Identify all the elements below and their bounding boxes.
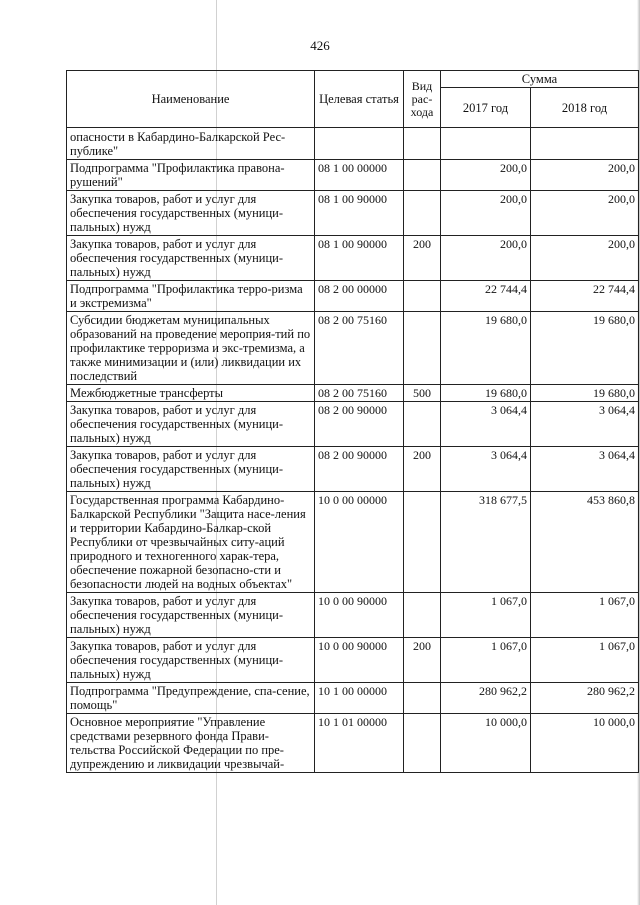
table-row [67, 160, 639, 191]
table-row [67, 312, 639, 385]
row-amount-2017: 200,0 [441, 236, 531, 281]
row-amount-2017: 19 680,0 [441, 312, 531, 385]
header-sum: Сумма [441, 71, 639, 88]
continuation-text: опасности в Кабардино-Балкарской Рес-публике" [67, 128, 315, 160]
row-name: Основное мероприятие "Управление средствами резервного фонда Прави-тельства Российской Федерации по пре-дупреждению и ликвидации чрезвычай- [67, 714, 315, 773]
row-amount-2018: 200,0 [531, 160, 639, 191]
row-amount-2017: 1 067,0 [441, 593, 531, 638]
row-amount-2018: 3 064,4 [531, 447, 639, 492]
row-name: Подпрограмма "Предупреждение, спа-сение, помощь" [67, 683, 315, 714]
table-row [67, 714, 639, 773]
header-vid: Вид рас-хода [404, 71, 441, 128]
row-code: 08 2 00 75160 [315, 312, 404, 385]
continuation-2018 [531, 128, 639, 160]
row-name: Закупка товаров, работ и услуг для обеспечения государственных (муници-пальных) нужд [67, 593, 315, 638]
row-expense-type [404, 312, 441, 385]
row-code: 08 2 00 00000 [315, 281, 404, 312]
row-code: 10 1 01 00000 [315, 714, 404, 773]
row-amount-2017: 318 677,5 [441, 492, 531, 593]
continuation-vid [404, 128, 441, 160]
row-expense-type [404, 593, 441, 638]
row-amount-2017: 3 064,4 [441, 447, 531, 492]
row-amount-2018: 22 744,4 [531, 281, 639, 312]
table-row [67, 593, 639, 638]
row-code: 08 2 00 90000 [315, 447, 404, 492]
table-row [67, 236, 639, 281]
row-name: Закупка товаров, работ и услуг для обеспечения государственных (муници-пальных) нужд [67, 638, 315, 683]
row-amount-2017: 22 744,4 [441, 281, 531, 312]
row-code: 08 2 00 90000 [315, 402, 404, 447]
table-row [67, 447, 639, 492]
row-code: 08 1 00 90000 [315, 236, 404, 281]
row-name: Закупка товаров, работ и услуг для обеспечения государственных (муници-пальных) нужд [67, 236, 315, 281]
row-amount-2017: 3 064,4 [441, 402, 531, 447]
row-name: Государственная программа Кабардино-Балкарской Республики "Защита насе-ления и территории Кабардино-Балкар-ской Республики от чрезвычайных ситу-аций природного и техногенного харак-тера, обеспечение пожарной безопасно-сти и безопасности людей на водных объектах" [67, 492, 315, 593]
row-code: 08 1 00 90000 [315, 191, 404, 236]
header-year-2018: 2018 год [531, 88, 639, 128]
row-code: 08 1 00 00000 [315, 160, 404, 191]
row-amount-2018: 1 067,0 [531, 593, 639, 638]
row-code: 10 0 00 00000 [315, 492, 404, 593]
table-row [67, 191, 639, 236]
row-name: Подпрограмма "Профилактика терро-ризма и экстремизма" [67, 281, 315, 312]
row-code: 10 1 00 00000 [315, 683, 404, 714]
row-amount-2017: 280 962,2 [441, 683, 531, 714]
row-expense-type [404, 492, 441, 593]
row-expense-type [404, 281, 441, 312]
continuation-code [315, 128, 404, 160]
table-row [67, 638, 639, 683]
row-name: Закупка товаров, работ и услуг для обеспечения государственных (муници-пальных) нужд [67, 191, 315, 236]
table-row [67, 402, 639, 447]
row-name: Субсидии бюджетам муниципальных образований на проведение мероприя-тий по профилактике терроризма и экс-тремизма, а также минимизации и (или) ликвидации их последствий [67, 312, 315, 385]
continuation-row [67, 128, 639, 160]
row-amount-2018: 1 067,0 [531, 638, 639, 683]
budget-table [66, 70, 639, 773]
row-amount-2018: 280 962,2 [531, 683, 639, 714]
row-expense-type [404, 714, 441, 773]
row-expense-type [404, 402, 441, 447]
header-name: Наименование [67, 71, 315, 128]
row-code: 08 2 00 75160 [315, 385, 404, 402]
continuation-2017 [441, 128, 531, 160]
row-amount-2017: 10 000,0 [441, 714, 531, 773]
table-row [67, 281, 639, 312]
row-amount-2018: 453 860,8 [531, 492, 639, 593]
row-expense-type [404, 683, 441, 714]
header-code: Целевая статья [315, 71, 404, 128]
row-name: Межбюджетные трансферты [67, 385, 315, 402]
page-number: 426 [310, 38, 330, 53]
row-amount-2018: 200,0 [531, 236, 639, 281]
header-year-2017: 2017 год [441, 88, 531, 128]
table-row [67, 385, 639, 402]
row-amount-2017: 19 680,0 [441, 385, 531, 402]
row-amount-2018: 200,0 [531, 191, 639, 236]
row-amount-2017: 200,0 [441, 191, 531, 236]
row-amount-2017: 200,0 [441, 160, 531, 191]
row-amount-2018: 3 064,4 [531, 402, 639, 447]
row-name: Подпрограмма "Профилактика правона-рушений" [67, 160, 315, 191]
row-code: 10 0 00 90000 [315, 593, 404, 638]
row-name: Закупка товаров, работ и услуг для обеспечения государственных (муници-пальных) нужд [67, 447, 315, 492]
row-expense-type: 500 [404, 385, 441, 402]
row-expense-type [404, 191, 441, 236]
row-expense-type [404, 160, 441, 191]
row-expense-type: 200 [404, 638, 441, 683]
row-amount-2018: 10 000,0 [531, 714, 639, 773]
row-amount-2018: 19 680,0 [531, 385, 639, 402]
row-expense-type: 200 [404, 447, 441, 492]
table-row [67, 683, 639, 714]
row-amount-2018: 19 680,0 [531, 312, 639, 385]
row-code: 10 0 00 90000 [315, 638, 404, 683]
row-expense-type: 200 [404, 236, 441, 281]
row-amount-2017: 1 067,0 [441, 638, 531, 683]
row-name: Закупка товаров, работ и услуг для обеспечения государственных (муници-пальных) нужд [67, 402, 315, 447]
table-row [67, 492, 639, 593]
